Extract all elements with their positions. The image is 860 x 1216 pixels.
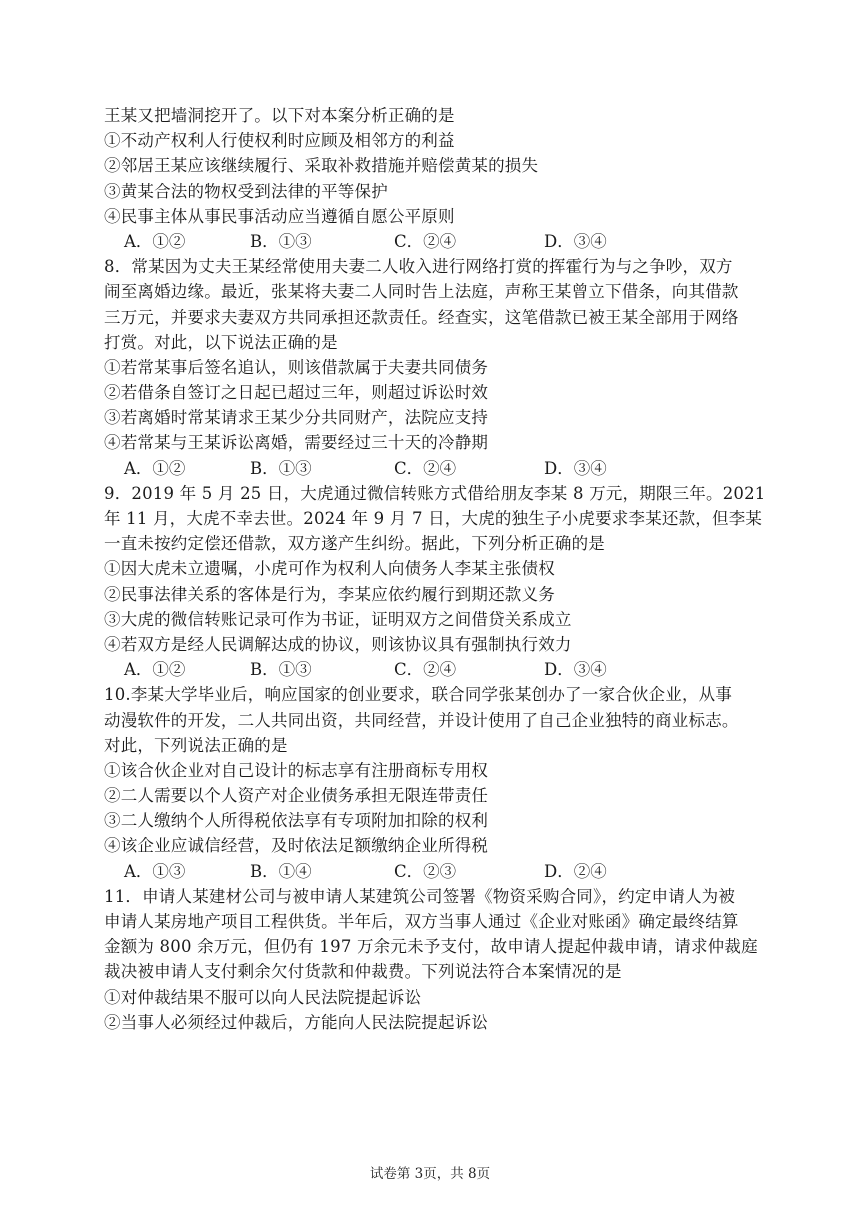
question-11-stem-line-1: 11．申请人某建材公司与被申请人某建筑公司签署《物资采购合同》，约定申请人为被: [104, 886, 736, 906]
question-11-statement-1: ①对仲裁结果不服可以向人民法院提起诉讼: [104, 987, 422, 1007]
question-10-option-b[interactable]: B．①④: [250, 861, 312, 881]
question-7-statement-4: ④民事主体从事民事活动应当遵循自愿公平原则: [104, 206, 455, 226]
question-9-stem-line-2: 年 11 月，大虎不幸去世。2024 年 9 月 7 日，大虎的独生子小虎要求李某还款，但李某: [104, 509, 763, 528]
question-11-stem-line-2: 申请人某房地产项目工程供货。半年后，双方当事人通过《企业对账函》确定最终结算: [104, 912, 739, 931]
question-9-options: [104, 657, 764, 682]
question-8-options: [104, 456, 764, 481]
question-9-statement-3: ③大虎的微信转账记录可作为书证，证明双方之间借贷关系成立: [104, 609, 572, 629]
question-8-option-a[interactable]: A．①②: [124, 458, 186, 478]
question-9-stem-line-3: 一直未按约定偿还借款，双方遂产生纠纷。据此，下列分析正确的是: [104, 534, 605, 554]
question-11-stem-line-3: 金额为 800 余万元，但仍有 197 万余元未予支付，故申请人提起仲裁申请，请求仲裁庭: [104, 937, 758, 957]
question-7-option-d[interactable]: D．③④: [544, 231, 607, 251]
question-8-stem-line-3: 三万元，并要求夫妻双方共同承担还款责任。经查实，这笔借款已被王某全部用于网络: [104, 307, 739, 327]
question-8-statement-4: ④若常某与王某诉讼离婚，需要经过三十天的冷静期: [104, 433, 489, 453]
question-9-option-c[interactable]: C．②④: [394, 660, 457, 680]
question-11: [104, 884, 764, 1035]
question-8-option-b[interactable]: B．①③: [250, 458, 312, 478]
question-10-statement-2: ②二人需要以个人资产对企业债务承担无限连带责任: [104, 786, 489, 806]
question-9-option-a[interactable]: A．①②: [124, 660, 186, 680]
question-7-option-b[interactable]: B．①③: [250, 231, 312, 251]
question-9-statement-1: ①因大虎未立遗嘱，小虎可作为权利人向债务人李某主张债权: [104, 559, 555, 579]
question-10-stem-line-2: 动漫软件的开发，二人共同出资，共同经营，并设计使用了自己企业独特的商业标志。: [104, 710, 739, 730]
question-7-statement-2: ②邻居王某应该继续履行、采取补救措施并赔偿黄某的损失: [104, 156, 539, 176]
question-7-stem: 王某又把墙洞挖开了。以下对本案分析正确的是: [104, 106, 455, 125]
question-8-statement-2: ②若借条自签订之日起已超过三年，则超过诉讼时效: [104, 383, 489, 403]
question-10: [104, 682, 764, 884]
question-7-option-a[interactable]: A．①②: [124, 231, 186, 251]
question-10-statement-1: ①该合伙企业对自己设计的标志享有注册商标专用权: [104, 760, 489, 780]
question-7: [104, 103, 764, 254]
question-9: [104, 481, 764, 683]
question-8: [104, 254, 764, 481]
question-7-option-c[interactable]: C．②④: [394, 231, 457, 251]
question-8-stem-line-2: 闹至离婚边缘。最近，张某将夫妻二人同时告上法庭，声称王某曾立下借条，向其借款: [104, 282, 739, 302]
question-8-statement-3: ③若离婚时常某请求王某少分共同财产，法院应支持: [104, 408, 489, 428]
question-8-statement-1: ①若常某事后签名追认，则该借款属于夫妻共同债务: [104, 357, 489, 377]
question-11-statement-2: ②当事人必须经过仲裁后，方能向人民法院提起诉讼: [104, 1012, 489, 1032]
page-footer: 试卷第 3页，共 8页: [369, 1166, 491, 1182]
question-10-option-a[interactable]: A．①③: [124, 861, 186, 881]
question-10-statement-3: ③二人缴纳个人所得税依法享有专项附加扣除的权利: [104, 811, 489, 831]
question-10-stem-line-3: 对此，下列说法正确的是: [104, 735, 288, 755]
question-10-statement-4: ④该企业应诚信经营，及时依法足额缴纳企业所得税: [104, 836, 489, 856]
question-8-stem-line-1: 8．常某因为丈夫王某经常使用夫妻二人收入进行网络打赏的挥霍行为与之争吵，双方: [104, 257, 733, 277]
question-9-option-b[interactable]: B．①③: [250, 660, 312, 680]
question-10-option-c[interactable]: C．②③: [394, 861, 457, 881]
question-9-statement-4: ④若双方是经人民调解达成的协议，则该协议具有强制执行效力: [104, 634, 572, 654]
question-9-stem-line-1: 9．2019 年 5 月 25 日，大虎通过微信转账方式借给朋友李某 8 万元，期限三年。2021: [104, 483, 766, 503]
question-11-stem-line-4: 裁决被申请人支付剩余欠付货款和仲裁费。下列说法符合本案情况的是: [104, 962, 622, 982]
question-10-option-d[interactable]: D．②④: [544, 861, 607, 881]
question-8-stem-line-4: 打赏。对此，以下说法正确的是: [104, 332, 338, 352]
page-content: [104, 103, 764, 1035]
question-9-statement-2: ②民事法律关系的客体是行为，李某应依约履行到期还款义务: [104, 584, 555, 604]
question-9-option-d[interactable]: D．③④: [544, 660, 607, 680]
question-10-options: [104, 859, 764, 884]
question-7-options: [104, 229, 764, 254]
question-10-stem-line-1: 10.李某大学毕业后，响应国家的创业要求，联合同学张某创办了一家合伙企业，从事: [104, 685, 733, 705]
question-7-statement-1: ①不动产权利人行使权利时应顾及相邻方的利益: [104, 131, 455, 151]
question-8-option-d[interactable]: D．③④: [544, 458, 607, 478]
question-8-option-c[interactable]: C．②④: [394, 458, 457, 478]
question-7-statement-3: ③黄某合法的物权受到法律的平等保护: [104, 181, 388, 201]
